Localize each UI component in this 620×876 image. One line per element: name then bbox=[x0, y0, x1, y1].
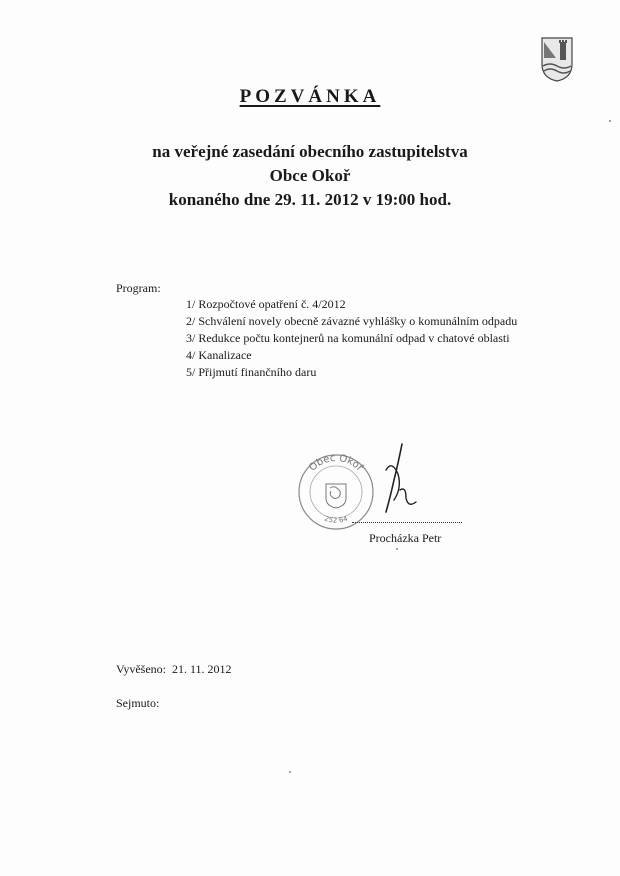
page-title: POZVÁNKA bbox=[239, 86, 381, 107]
program-label: Program: bbox=[116, 281, 161, 295]
subtitle-meeting: na veřejné zasedání obecního zastupitelstva bbox=[152, 142, 468, 161]
subtitle-municipality: Obce Okoř bbox=[269, 166, 351, 185]
posted-date: 21. 11. 2012 bbox=[172, 662, 232, 676]
stamp-emblem-icon bbox=[326, 484, 346, 508]
signer-name: Procházka Petr bbox=[369, 531, 442, 545]
stamp-text: Obec Okoř bbox=[307, 452, 365, 474]
handwritten-signature bbox=[372, 440, 420, 520]
program-item: 4/ Kanalizace bbox=[186, 348, 252, 362]
svg-text:Obec Okoř bbox=[307, 453, 366, 474]
svg-text:252 64 bbox=[323, 514, 349, 524]
program-item: 5/ Přijmutí finančního daru bbox=[186, 365, 317, 379]
program-item: 2/ Schválení novely obecně závazné vyhlášky o komunálním odpadu bbox=[186, 314, 518, 328]
posted-line bbox=[116, 662, 232, 677]
subtitle-date: konaného dne 29. 11. 2012 v 19:00 hod. bbox=[168, 190, 452, 209]
scan-speck bbox=[396, 548, 398, 550]
program-list bbox=[186, 296, 517, 381]
signature-line bbox=[352, 522, 462, 524]
scan-speck bbox=[609, 120, 611, 122]
coat-of-arms-icon bbox=[540, 36, 574, 82]
stamp-postcode: 252 64 bbox=[323, 514, 349, 525]
removed-label: Sejmuto: bbox=[116, 696, 160, 710]
scan-speck bbox=[289, 771, 291, 773]
program-item: 3/ Redukce počtu kontejnerů na komunální odpad v chatové oblasti bbox=[186, 331, 510, 345]
program-item: 1/ Rozpočtové opatření č. 4/2012 bbox=[186, 297, 346, 311]
posted-label: Vyvěšeno: bbox=[116, 662, 166, 676]
